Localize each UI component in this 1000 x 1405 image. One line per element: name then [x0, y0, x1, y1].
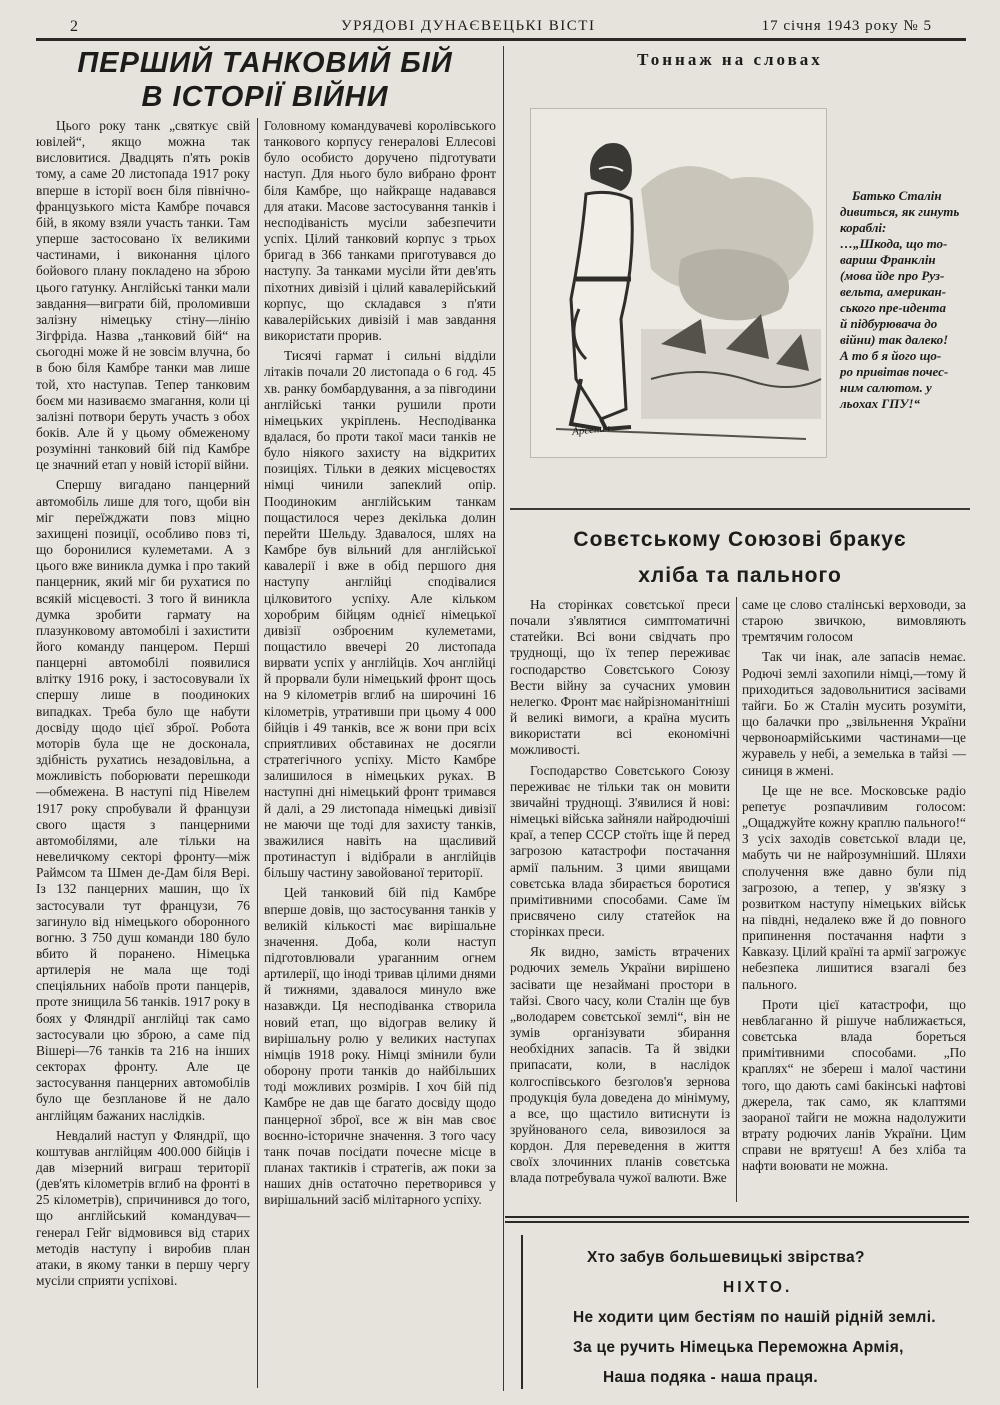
- cartoon-caption: [840, 188, 980, 412]
- article1-paragraph: Тисячі гармат і сильні відділи літаків почали 20 листопада о 6 год. 45 хв. ранку бомбардування, а за півгодини англійські танки рушили проти німецьких укріплень. Несподіванка вдалася, бо проти такої маси танків не було ніякого захисту на відкритих позиціях. Тільки в деяких місцевостях німці чинили запеклий опір. Поодиноким англійським танкам пощастилося через декілька долин перейти Шельду. Здавалося, шлях на Камбре був вільний для англійської кавалерії і вже в обід першого дня наступу англійці сподівалися цілковитого успіху. Але кільком хоробрим бійцям однієї німецької дивізії озброєним кулеметами, пощастило ввечері 20 листопада вирвати успіх у англійців. Хоч англійці й прорвали були німецький фронт щось на 9 кілометрів вглиб на широчині 16 кілометрів, утративши при цьому 4 000 бійців і 49 танків, все ж вони при всіх сприятливих обставинах не досягли стратегічного успіху. Місто Камбре залишилося в німецьких руках. В наступні дні німецький фронт тримався й далі, а 29 листопада німецькі дивізії не маючи ще тоді для захисту танків, зважилися навіть на щасливий протинаступ і відібрали в англійців більшу частину завойованої території.: [264, 348, 496, 881]
- caption-line: льохах ГПУ!“: [840, 396, 920, 411]
- column-divider: [736, 597, 737, 1202]
- article1-paragraph: Цей танковий бій під Камбре вперше довів, що застосування танків у великій кількості має вирішальне значення. Доба, коли наступ підготовлювали ураганним огнем артилерії, що іноді тривав цілими днями й тижнями, здавалося минуло вже назавжди. Ця несподіванка створила новий етап, що відограв велику й вирішальну ролю у великих наступах німців 1918 року. Німці змінили були оборону проти танків до найбільших тоді можливих розмірів. І хоч бій під Камбре не дав ще багато досвіду щодо панцерної зброї, все ж він мав своє воєнно-історичне значення. З того часу танк почав посідати почесне місце в планах тактиків і стратегів, аж поки за наших днів остаточно перетворився у вирішальний засіб мілітарного успіху.: [264, 885, 496, 1208]
- article2-paragraph: Господарство Совєтського Союзу переживає не тільки так он мовити звичайні труднощі. З'явилися й нові: німецькі війська зайняли найродючіші краї, а тепер СССР стоїть іще й перед загрозою катастрофи постачання армії пальним. З цими явищами совєтська влада збирається боротися примітивними способами. Саме їм присвячено силу статейок на сторінках преси.: [510, 762, 730, 940]
- banner-line: Наша подяка - наша праця.: [603, 1369, 818, 1386]
- section-rule: [510, 508, 970, 510]
- caption-line: вельта, американ-: [840, 284, 947, 299]
- article2-headline-line1: Совєтському Союзові бракує: [573, 528, 907, 551]
- article2-paragraph: Проти цієї катастрофи, що невблаганно й рішуче наближається, совєтська влада бореться примітивними способами. „По краплях“ не збереш і малої частини того, що дають самі бакінські нафтові джерела, так само, як клаптями заораної тайги не можна надолужити втрату родючих ланів України. Цим справи не врятуєш! А без хліба та нафти воювати не можна.: [742, 996, 966, 1174]
- stalin-cartoon-drawing: [531, 109, 826, 457]
- article1-headline-line2: В ІСТОРІЇ ВІЙНИ: [141, 81, 389, 113]
- banner-line: Не ходити цим бестіям по нашій рідній землі.: [573, 1309, 936, 1326]
- caption-line: війни) так далеко!: [840, 332, 949, 347]
- page-number: 2: [70, 18, 79, 35]
- caption-line: й підбурювача до: [840, 316, 938, 331]
- article2-paragraph: Як видно, замість втрачених родючих земель України вирішено засівати ще незаймані простори в тайзі. Свого часу, коли Сталін ще був „володарем совєтської землі“, він не зумів організувати збирання необхідних запасів. Та й звідки припасати, коли, в наслідок колгоспівського безголов'я зернова продукція була доведена до мінімуму, а все, що щастило витиснути із зруйнованого села, вивозилося за кордон. Для переведення в життя своїх злочинних планів совєтська влада потребувала чужої валюти. Вже: [510, 944, 730, 1186]
- propaganda-banner: [505, 1216, 969, 1395]
- caption-line: вариш Франклін: [840, 252, 936, 267]
- article2-column-1: [510, 597, 730, 1187]
- masthead: [36, 16, 966, 38]
- article1-paragraph: Цього року танк „святкує свій ювілей“, якщо можна так висловитися. Двадцять п'ять років тому, а саме 20 листопада 1917 року вперше в історії воєн біля північно-французького міста Камбре почався бій, в якому взяли участь танки. Там уперше застосовано їх великими частинами, і виконання цілого бойового плану покладено на зброю цього гатунку. Англійські танки мали завдання—виграти бій, проломивши залізну німецьку стіну—лінію Зігфріда. Назва „танковий бій“ на сьогодні може й не зовсім влучна, бо в бою біля Камбре танки мав лише той, хто наступав. Тепер танковим боєм ми називаємо змагання, коли ці залізні потвори беруть участь з обох боків. Але й у цьому обмеженому розумінні танковий бій під Камбре це значний етап у новій історії війни.: [36, 118, 250, 473]
- cartoon-signature: Арсенич: [571, 422, 611, 438]
- article2-headline-line2: хліба та пального: [638, 564, 842, 587]
- article1-column-2: [264, 118, 496, 1208]
- article1-paragraph: Невдалий наступ у Фляндрії, що коштував англійцям 400.000 бійців і дав мізерний виграш території (дев'ять кілометрів вглиб на фронті в 25 кілометрів), спричинився до того, що англійський командувач—генерал Гейг відмовився від старих методів наступу і виробив план атаки, в якому танки в першу чергу мусіли сприяти успіхові.: [36, 1127, 250, 1289]
- section-divider: [503, 46, 504, 1391]
- newspaper-title: УРЯДОВІ ДУНАЄВЕЦЬКІ ВІСТІ: [341, 18, 596, 34]
- caption-line: ро привітав почес-: [840, 364, 949, 379]
- article1-paragraph: Спершу вигадано панцерний автомобіль лише для того, щоби він міг переїжджати повз міцно захищені позиції, особливо повз ті, що боронилися кулеметами. А з цього вже виникла думка і про такий панцерник, який міг би рухатися по всякій місцевості. З того й виникла думка зробити гармату на плазунковому автомобілі і захистити його команду панцером. Перші панцерні автомобілі появилися влітку 1916 року, і застосовували їх спершу лише в поодиноких випадках. Треба було ще набути досвіду щодо цієї зброї. Робота моторів була ще не досконала, здібність рухатись незадовільна, а можливість поборювати перешкоди—обмежена. В наступі під Нівелем 1917 року спробували й французи свого щастя з панцерними автомобілями, але тільки на невеличкому секторі фронту—між Раймсом та Шмен де-Дам біля Вері. Із 132 панцерних машин, що їх застосували тут французи, 76 загинуло від німецького оборонного вогню. З 750 душ команди 180 було вбито й поранено. Німецька артилерія не мала ще тоді спеціяльних набоїв проти панцерів, проте знищила 56 танків. 1917 року в боях у Фляндрії англійці так само застосували цю зброю, а саме під Вішері—76 танків та 216 на інших секторах фронту. Але це застосування панцерних автомобілів було ще безпланове й не дало англійцям бажаних наслідків.: [36, 477, 250, 1123]
- article1-column-1: [36, 118, 250, 1289]
- banner-line: Хто забув большевицькі звірства?: [587, 1249, 865, 1266]
- cartoon-illustration: [530, 108, 827, 458]
- banner-line: НІХТО.: [723, 1279, 793, 1296]
- article2-column-2: [742, 597, 966, 1174]
- cartoon-title: Тоннаж на словах: [637, 50, 823, 69]
- caption-line: кораблі:: [840, 220, 887, 235]
- article2-paragraph: саме це слово сталінські верховоди, за старою звичкою, вимовляють тремтячим голосом: [742, 597, 966, 645]
- article2-paragraph: Це ще не все. Московське радіо репетує розпачливим голосом: „Ощаджуйте кожну краплю пального!“ З усіх заходів совєтської влади це, мабуть чи не найрозумніший. Шляхи сполучення вже давно були під загрозою, а тепер, у зв'язку з розвитком наступу німецьких військ на півдні, недалеко вже й до повного припинення постачання нафти з Кавказу. Цілий країні та армії загрожує небезпека лишитися взагалі без пального.: [742, 782, 966, 992]
- article1-headline: [50, 46, 480, 114]
- article2-paragraph: На сторінках совєтської преси почали з'являтися симптоматичні статейки. Всі вони свідчать про труднощі, що їх тепер переживає господарство Совєтського Союзу Вести війну за сучасних умовин нелегко. Фронт має найрізноманітніші й великі вимоги, а країна мусить використати всі економічні можливості.: [510, 597, 730, 758]
- article2-headline: [515, 522, 965, 594]
- caption-line: А то б я його що-: [840, 348, 942, 363]
- caption-line: (мова йде про Руз-: [840, 268, 945, 283]
- issue-date: 17 січня 1943 року № 5: [761, 18, 932, 34]
- caption-line: ним салютом. у: [840, 380, 932, 395]
- banner-frame: [521, 1235, 971, 1389]
- caption-line: ського пре-идента: [840, 300, 946, 315]
- caption-line: …„Шкода, що то-: [840, 236, 948, 251]
- banner-line: За це ручить Німецька Переможна Армія,: [573, 1339, 904, 1356]
- article2-paragraph: Так чи інак, але запасів немає. Родючі землі захопили німці,—тому й приходиться задовольнитися засівами тайги. Бо ж Сталін мусить розуміти, що балачки про „звільнення України червоноармійськими частинами—це журавель у небі, а земелька в тайзі — синиця в жмені.: [742, 649, 966, 778]
- column-divider: [257, 118, 258, 1388]
- caption-line: дивиться, як гинуть: [840, 204, 960, 219]
- article1-headline-line1: ПЕРШИЙ ТАНКОВИЙ БІЙ: [77, 47, 453, 79]
- caption-line: Батько Сталін: [852, 188, 942, 203]
- article1-paragraph: Головному командувачеві королівського танкового корпусу генералові Еллесові було особисто доручено підготувати наступ. Для нього було вибрано фронт біля Камбре, що найкраще надавався для атаки. Масове застосування танків і несподіваність мусіли забезпечити успіх. Цілий танковий корпус з трьох бригад в 366 танками приготувався до наступу. За танками мусіли йти дев'ять піхотних дивізій і цілий кавалерійський корпус, що складався з п'яти кавалерійських дивізій і мав завдання використати прорив.: [264, 118, 496, 344]
- masthead-rule: [36, 38, 966, 41]
